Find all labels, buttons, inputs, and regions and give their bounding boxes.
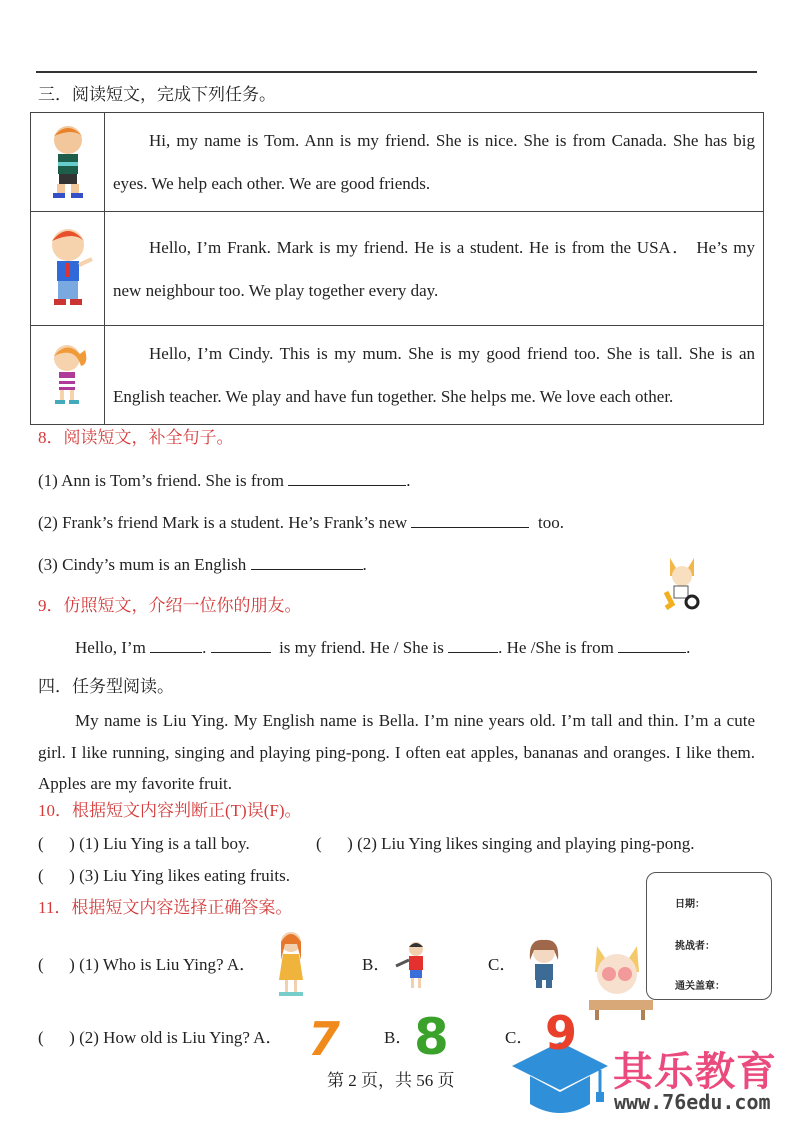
boy-red-shirt-option-b[interactable] bbox=[392, 940, 432, 990]
passage-row bbox=[31, 113, 764, 212]
boy-frank-icon bbox=[31, 212, 105, 326]
punct: . bbox=[202, 638, 207, 657]
question-text: (1) Who is Liu Ying? A． bbox=[79, 955, 257, 974]
punct: too. bbox=[537, 513, 564, 532]
section4-passage: My name is Liu Ying. My English name is Bella. I’m nine years old. I’m tall and thin. I’m a cute girl. I like running, singing and playing ping-pong. I often eat apples, bananas and oranges. I like them. Apples are my favorite fruit. bbox=[38, 711, 755, 793]
q9-template bbox=[75, 637, 690, 659]
q9-heading: 9．仿照短文，介绍一位你的朋友。 bbox=[38, 596, 302, 615]
number-9-option-c[interactable]: 9 bbox=[545, 1006, 578, 1060]
date-label: 日期： bbox=[675, 899, 705, 910]
answer-blank[interactable] bbox=[288, 471, 406, 486]
passage-row bbox=[31, 212, 764, 326]
reading-table bbox=[30, 112, 764, 425]
answer-paren-open[interactable]: ( bbox=[38, 834, 44, 853]
option-b-label: B． bbox=[384, 1028, 413, 1047]
passage-row bbox=[31, 326, 764, 425]
q8-item-3 bbox=[38, 554, 367, 576]
answer-paren-open[interactable]: ( bbox=[38, 866, 44, 885]
cartoon-cat-bike-icon bbox=[662, 556, 702, 610]
passage-text: Hi, my name is Tom. Ann is my friend. She is nice. She is from Canada. She has big eyes. We help each other. We are good friends. bbox=[105, 113, 764, 212]
header-rule bbox=[36, 71, 757, 73]
answer-paren-close: ) bbox=[69, 866, 75, 885]
answer-paren-close: ) bbox=[69, 834, 75, 853]
challenge-scroll-card bbox=[646, 872, 772, 1000]
girl-cindy-icon bbox=[31, 326, 105, 425]
item-text: (1) Ann is Tom’s friend. She is from bbox=[38, 471, 284, 490]
answer-paren-open[interactable]: ( bbox=[38, 955, 44, 974]
watermark-url: www.76edu.com bbox=[614, 1090, 771, 1114]
template-text: Hello, I’m bbox=[75, 638, 146, 657]
page-footer: 第 2 页，共 56 页 bbox=[327, 1071, 455, 1090]
answer-paren-close: ) bbox=[347, 834, 353, 853]
description-blank[interactable] bbox=[448, 638, 498, 653]
answer-blank[interactable] bbox=[251, 555, 363, 570]
question-text: (2) How old is Liu Ying? A． bbox=[79, 1028, 283, 1047]
q10-item-3 bbox=[38, 865, 290, 887]
girl-overalls-option-c[interactable] bbox=[524, 938, 564, 990]
q10-item-2 bbox=[316, 833, 695, 855]
answer-paren-open[interactable]: ( bbox=[316, 834, 322, 853]
q8-heading: 8．阅读短文，补全句子。 bbox=[38, 428, 234, 447]
punct: . bbox=[362, 555, 367, 574]
friend-blank[interactable] bbox=[211, 638, 271, 653]
q11-item-1 bbox=[38, 954, 256, 976]
watermark-name: 其乐教育 bbox=[613, 1049, 777, 1095]
challenger-label: 挑战者： bbox=[675, 941, 715, 952]
number-8-option-b[interactable]: 8 bbox=[414, 1008, 449, 1066]
item-text: (1) Liu Ying is a tall boy. bbox=[79, 834, 250, 853]
q11-heading: 11．根据短文内容选择正确答案。 bbox=[38, 898, 293, 917]
country-blank[interactable] bbox=[618, 638, 686, 653]
template-text: . He /She is from bbox=[498, 638, 614, 657]
q11-item-2 bbox=[38, 1027, 282, 1049]
answer-blank[interactable] bbox=[411, 513, 529, 528]
q10-heading: 10．根据短文内容判断正(T)误(F)。 bbox=[38, 801, 302, 820]
item-text: (2) Frank’s friend Mark is a student. He’s Frank’s new bbox=[38, 513, 408, 532]
cartoon-cat-girl-writing-icon bbox=[585, 942, 655, 1022]
option-c-label: C． bbox=[488, 955, 517, 974]
template-text: is my friend. He / She is bbox=[279, 638, 444, 657]
answer-paren-close: ) bbox=[69, 955, 75, 974]
option-b-label: B． bbox=[362, 955, 391, 974]
stamp-label: 通关盖章： bbox=[675, 981, 725, 992]
number-7-option-a[interactable]: 7 bbox=[308, 1012, 341, 1066]
punct: . bbox=[686, 638, 691, 657]
item-text: (3) Liu Ying likes eating fruits. bbox=[79, 866, 290, 885]
answer-paren-close: ) bbox=[69, 1028, 75, 1047]
passage-text: Hello, I’m Cindy. This is my mum. She is my good friend too. She is tall. She is an English teacher. We play and have fun together. She helps me. We love each other. bbox=[105, 326, 764, 425]
option-c-label: C． bbox=[505, 1028, 534, 1047]
name-blank[interactable] bbox=[150, 638, 202, 653]
q8-item-2 bbox=[38, 512, 564, 534]
punct: . bbox=[406, 471, 411, 490]
girl-yellow-dress-option-a[interactable] bbox=[273, 930, 309, 998]
boy-tom-icon bbox=[31, 113, 105, 212]
passage-text: Hello, I’m Frank. Mark is my friend. He is a student. He is from the USA． He’s my new neighbour too. We play together every day. bbox=[105, 212, 764, 326]
answer-paren-open[interactable]: ( bbox=[38, 1028, 44, 1047]
item-text: (3) Cindy’s mum is an English bbox=[38, 555, 247, 574]
item-text: (2) Liu Ying likes singing and playing ping-pong. bbox=[357, 834, 695, 853]
section3-heading: 三．阅读短文，完成下列任务。 bbox=[38, 85, 276, 104]
q10-item-1 bbox=[38, 833, 250, 855]
q8-item-1 bbox=[38, 470, 410, 492]
section4-heading: 四．任务型阅读。 bbox=[38, 677, 174, 696]
